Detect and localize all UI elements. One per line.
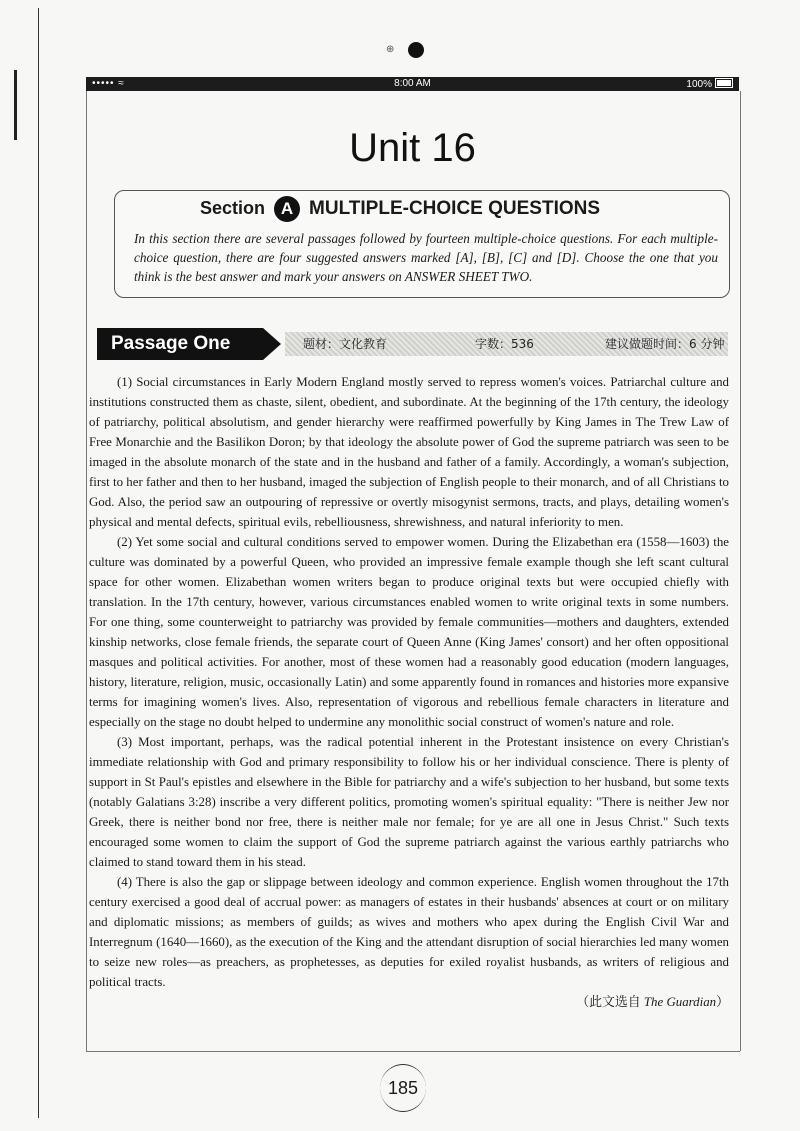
margin-mark	[14, 70, 17, 140]
signal-icon: ••••• ≈	[92, 78, 125, 89]
page-number: 185	[380, 1064, 426, 1112]
passage-body	[89, 372, 729, 1012]
passage-header	[97, 328, 728, 360]
passage-meta	[285, 332, 728, 356]
source-suffix: ）	[716, 995, 729, 1009]
section-letter-badge: A	[274, 196, 300, 222]
passage-suggested-time: 建议做题时间：6 分钟	[605, 337, 725, 351]
passage-label: Passage One	[97, 328, 263, 360]
battery-icon	[715, 78, 733, 88]
source-prefix: （此文选自	[576, 995, 644, 1009]
paragraph-4: (4) There is also the gap or slippage between ideology and common experience. English women throughout the 17th century exercised a good deal of accrual power: as managers of estates in their husbands' absences at court or on military and diplomatic missions; as members of guilds; as wives and mothers who apex during the English Civil War and Interregnum (1640—1660), as the execution of the King and the attendant disruption of social hierarchies led many women to seize new roles—as preachers, as prophetesses, as deputies for exiled royalist husbands, as writers of religious and political tracts.	[89, 875, 729, 989]
registration-mark-icon: ⊕	[386, 44, 395, 55]
bottom-rule	[86, 1051, 740, 1052]
margin-line	[38, 8, 39, 1118]
section-prefix: Section	[199, 198, 265, 218]
section-title: MULTIPLE-CHOICE QUESTIONS	[309, 198, 601, 219]
passage-material: 题材：文化教育	[303, 337, 388, 351]
unit-title: Unit 16	[349, 126, 476, 170]
source-citation	[89, 992, 729, 1012]
status-bar	[86, 77, 739, 91]
camera-dot-icon	[408, 42, 424, 58]
source-publication: The Guardian	[643, 995, 717, 1009]
paragraph-2: (2) Yet some social and cultural conditions served to empower women. During the Elizabethan era (1558—1603) the culture was dominated by a powerful Queen, who provided an impressive female example though she left scant cultural space for other women. Elizabethan women writers began to produce original texts but were occupied chiefly with translation. In the 17th century, however, various circumstances enabled women to write original texts in some numbers. For one thing, some counterweight to patriarchy was provided by female communities—mothers and daughters, extended kinship networks, close female friends, the separate court of Queen Anne (King James' consort) and her often oppositional masques and political activities. For another, most of these women had a reasonably good education (modern languages, history, literature, religion, music, occasionally Latin) and some apparently found in romances and histories more expansive terms for imagining women's lives. Also, representation of vigorous and rebellious female characters in literature and especially on the stage no doubt helped to undermine any monolithic social construct of women's nature and role.	[89, 535, 729, 729]
section-heading	[0, 196, 800, 222]
section-instructions: In this section there are several passages followed by fourteen multiple-choice questions. For each multiple-choice question, there are four suggested answers marked [A], [B], [C] and [D]. Choose the one that you think is the best answer and mark your answers on ANSWER SHEET TWO.	[134, 231, 718, 284]
arrow-icon	[263, 328, 281, 360]
battery-level: 100%	[686, 79, 712, 90]
paragraph-3: (3) Most important, perhaps, was the radical potential inherent in the Protestant insistence on every Christian's immediate relationship with God and primary responsibility to follow his or her individual conscience. There is plenty of support in St Paul's epistles and elsewhere in the Bible for patriarchy and a wife's subjection to her husband, but some texts (notably Galatians 3:28) inscribe a very different politics, promoting women's spiritual equality: "There is neither Jew nor Greek, there is neither bond nor free, there is neither male nor female; for ye are all one in Jesus Christ." Such texts encouraged some women to claim the support of God the supreme patriarch against the various earthly patriarchs who claimed to stand toward them in his stead.	[89, 735, 729, 869]
status-time: 8:00 AM	[394, 78, 431, 89]
paragraph-1: (1) Social circumstances in Early Modern England mostly served to repress women's voices. Patriarchal culture and institutions constructed them as chaste, silent, obedient, and subordinate. At the beginning of the 17th century, the ideology of patriarchy, political absolutism, and gender hierarchy were reaffirmed powerfully by King James in The Trew Law of Free Monarchie and the Basilikon Doron; by that ideology the absolute power of God the supreme patriarch was seen to be imaged in the absolute monarch of the state and in the husband and father of a family. Accordingly, a woman's subjection, first to her father and then to her husband, imaged the subjection of English people to their monarch, and of all Christians to God. Also, the period saw an outpouring of repressive or overtly misogynist sermons, tracts, and plays, detailing women's physical and mental defects, spiritual evils, rebelliousness, shrewishness, and natural inferiority to men.	[89, 375, 729, 529]
passage-word-count: 字数：536	[475, 337, 534, 351]
battery-indicator	[686, 78, 733, 90]
